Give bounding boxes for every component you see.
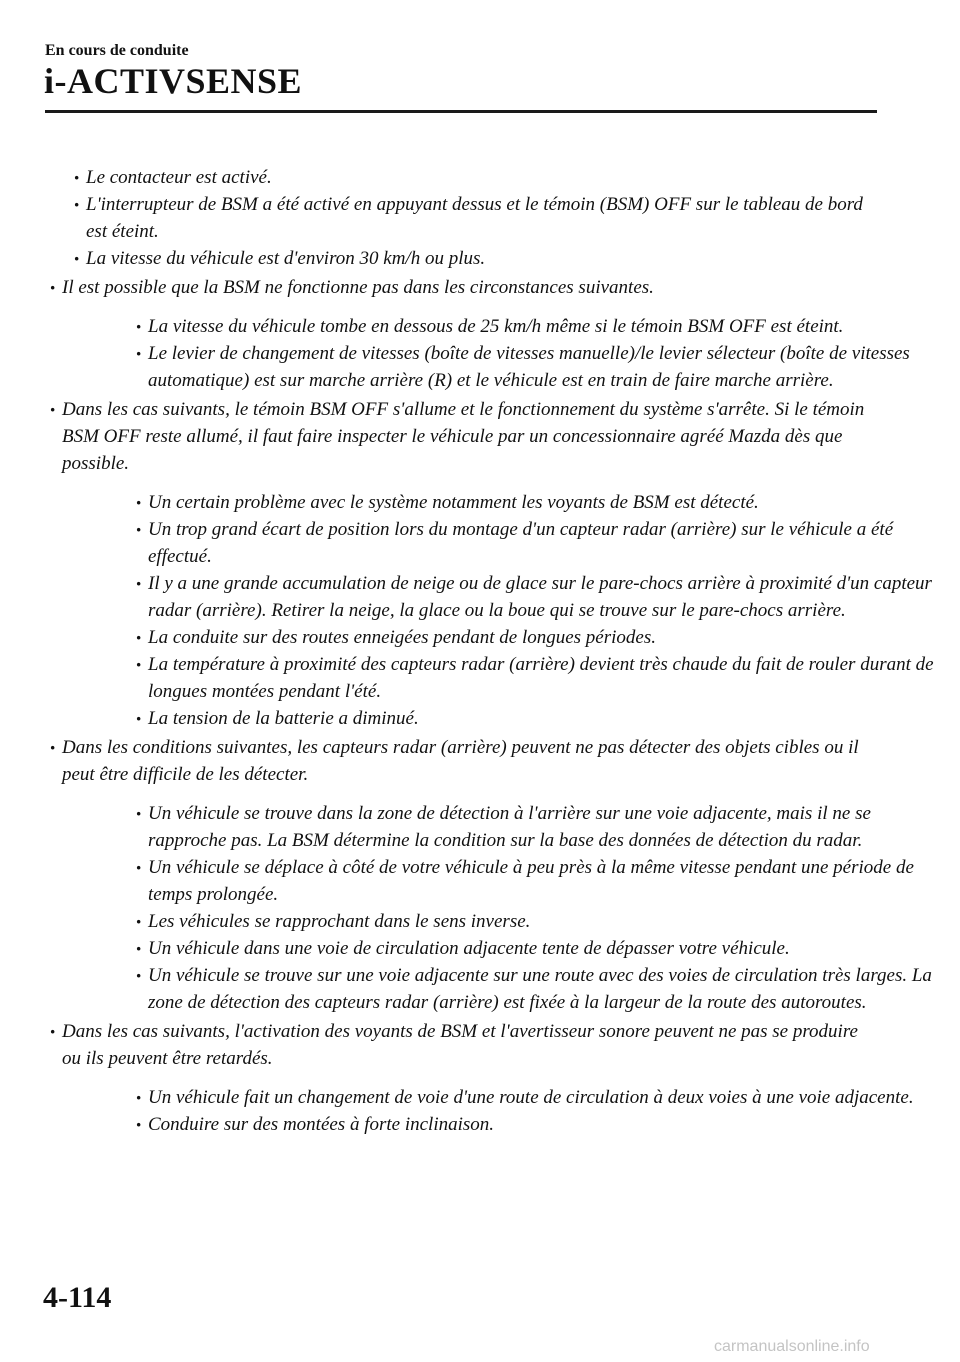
bullet-text: · Dans les cas suivants, le témoin BSM OFF s'allume et le fonctionnement du système s'arrête. Si le témoin BSM OFF reste allumé, il faut faire inspecter le véhicule par un concessionnaire agréé Mazda dès que possible. <box>62 399 865 474</box>
sub-list-item: · Un certain problème avec le système notamment les voyants de BSM est détecté. <box>62 489 938 516</box>
bullet-text: · Dans les conditions suivantes, les capteurs radar (arrière) peuvent ne pas détecter des objets cibles ou il peut être difficile de les détecter. <box>62 737 859 785</box>
page-number: 4-114 <box>43 1281 112 1314</box>
bullet-item <box>0 1018 914 1138</box>
sub-list-item: · Un véhicule se trouve sur une voie adjacente sur une route avec des voies de circulation très larges. La zone de détection des capteurs radar (arrière) est fixée à la largeur de la route des autoroutes. <box>62 962 938 1016</box>
sub-list <box>62 800 932 1016</box>
body-content <box>0 164 960 1140</box>
sub-list-item: · Un véhicule se déplace à côté de votre véhicule à peu près à la même vitesse pendant une période de temps prolongée. <box>62 854 938 908</box>
sub-list-item: · La vitesse du véhicule est d'environ 30 km/h ou plus. <box>0 245 876 272</box>
sub-list-item: · La température à proximité des capteurs radar (arrière) devient très chaude du fait de rouler durant de longues montées pendant l'été. <box>62 651 938 705</box>
sub-list <box>62 489 934 732</box>
bullet-text: · Il est possible que la BSM ne fonctionne pas dans les circonstances suivantes. <box>62 277 654 298</box>
bullet-text: · Dans les cas suivants, l'activation des voyants de BSM et l'avertisseur sonore peuvent ne pas se produire ou ils peuvent être retardés. <box>62 1021 858 1069</box>
sub-list-item: · Conduire sur des montées à forte inclinaison. <box>62 1111 938 1138</box>
sub-list-item: · La conduite sur des routes enneigées pendant de longues périodes. <box>62 624 938 651</box>
sub-list-item: · Le levier de changement de vitesses (boîte de vitesses manuelle)/le levier sélecteur (boîte de vitesses automatique) est sur marche arrière (R) et le véhicule est en train de faire marche arrière. <box>62 340 938 394</box>
header-divider <box>45 110 877 113</box>
watermark: carmanualsonline.info <box>714 1338 870 1355</box>
sub-list <box>62 313 910 394</box>
page-title: i-ACTIVSENSE <box>44 61 303 101</box>
sub-list <box>0 164 880 272</box>
sub-list-item: · L'interrupteur de BSM a été activé en appuyant dessus et le témoin (BSM) OFF sur le tableau de bord est éteint. <box>0 191 876 245</box>
sub-list-item: · Un trop grand écart de position lors du montage d'un capteur radar (arrière) sur le véhicule a été effectué. <box>62 516 938 570</box>
bullet-item <box>0 274 910 394</box>
sub-list-item: · Le contacteur est activé. <box>0 164 876 191</box>
sub-list <box>62 1084 914 1138</box>
sub-list-item: · Un véhicule se trouve dans la zone de détection à l'arrière sur une voie adjacente, mais il ne se rapproche pas. La BSM détermine la condition sur la base des données de détection du radar. <box>62 800 938 854</box>
bullet-item <box>0 396 934 732</box>
sub-list-item: · Un véhicule dans une voie de circulation adjacente tente de dépasser votre véhicule. <box>62 935 938 962</box>
sub-list-item: · La tension de la batterie a diminué. <box>62 705 938 732</box>
continued-conditions <box>0 164 880 272</box>
sub-list-item: · La vitesse du véhicule tombe en dessous de 25 km/h même si le témoin BSM OFF est éteint. <box>62 313 938 340</box>
section-label: En cours de conduite <box>45 42 189 59</box>
sub-list-item: · Il y a une grande accumulation de neige ou de glace sur le pare-chocs arrière à proximité d'un capteur radar (arrière). Retirer la neige, la glace ou la boue qui se trouve sur le pare-chocs arrière. <box>62 570 938 624</box>
bullet-item <box>0 734 932 1016</box>
sub-list-item: · Un véhicule fait un changement de voie d'une route de circulation à deux voies à une voie adjacente. <box>62 1084 938 1111</box>
bullet-list <box>0 164 960 1138</box>
sub-list-item: · Les véhicules se rapprochant dans le sens inverse. <box>62 908 938 935</box>
